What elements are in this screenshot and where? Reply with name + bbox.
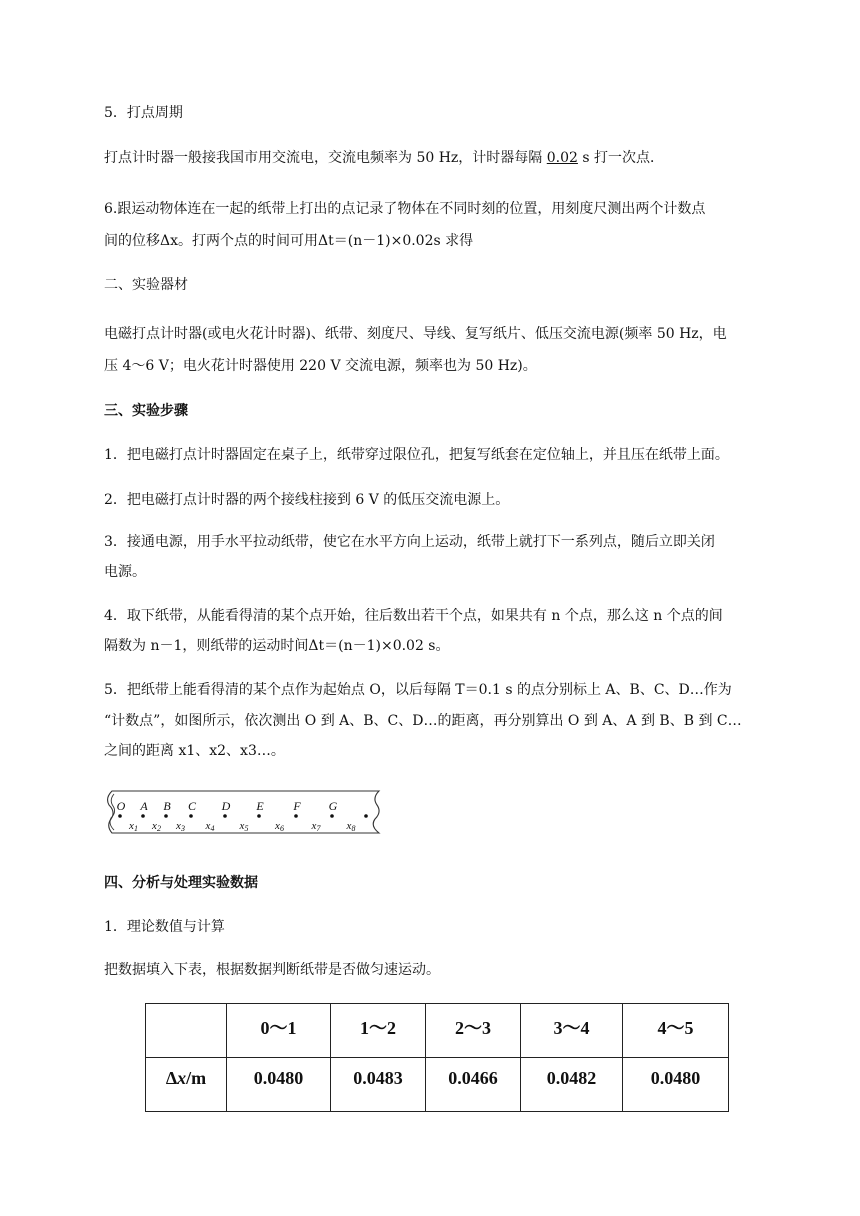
section-5-heading: 5．打点周期 <box>104 105 183 121</box>
item-6-line-1: 6.跟运动物体连在一起的纸带上打出的点记录了物体在不同时刻的位置，用刻度尺测出两个计数点 <box>104 201 706 217</box>
table-cell: 0.0480 <box>227 1058 331 1112</box>
tape-dot <box>164 814 168 818</box>
period-paragraph <box>104 148 664 168</box>
table-cell: 0.0466 <box>426 1058 521 1112</box>
section-4-heading: 四、分析与处理实验数据 <box>104 875 258 891</box>
tape-segment-label: x5 <box>239 820 249 833</box>
table-instruction: 把数据填入下表，根据数据判断纸带是否做匀速运动。 <box>104 962 440 978</box>
table-cell: 0.0482 <box>521 1058 623 1112</box>
tape-segment-label: x1 <box>129 820 138 833</box>
tape-segment-label: x8 <box>346 820 356 833</box>
tape-point-label: E <box>256 799 264 813</box>
step-5-line-2: “计数点”，如图所示，依次测出 O 到 A、B、C、D…的距离，再分别算出 O 到 A、A 到 B、B 到 C… <box>104 713 742 729</box>
tape-segment-label: x2 <box>152 820 161 833</box>
table-header-cell: 0～1 <box>227 1004 331 1058</box>
step-4-line-1: 4．取下纸带，从能看得清的某个点开始，往后数出若干个点，如果共有 n 个点，那么这 n 个点的间 <box>104 608 723 624</box>
tape-dot <box>141 814 145 818</box>
tape-dot <box>189 814 193 818</box>
table-header-row <box>146 1004 729 1058</box>
table-row-label <box>146 1058 227 1112</box>
period-value: 0.02 <box>546 150 578 166</box>
step-3-line-1: 3．接通电源，用手水平拉动纸带，使它在水平方向上运动，纸带上就打下一系列点，随后立即关闭 <box>104 534 715 550</box>
subsection-1-heading: 1．理论数值与计算 <box>104 919 225 935</box>
table-header-cell: 1～2 <box>331 1004 426 1058</box>
table-header-cell: 2～3 <box>426 1004 521 1058</box>
data-table <box>145 1003 729 1112</box>
tape-point-label: O <box>116 799 126 813</box>
tape-point-label: D <box>221 799 231 813</box>
tape-point-label: G <box>328 799 338 813</box>
tape-segment-label: x4 <box>205 820 215 833</box>
equipment-line-2: 压 4～6 V；电火花计时器使用 220 V 交流电源，频率也为 50 Hz)。 <box>104 358 537 374</box>
table-header-cell <box>146 1004 227 1058</box>
paper-tape-figure <box>104 786 384 838</box>
tape-point-label: F <box>293 799 301 813</box>
unit-label: /m <box>186 1068 207 1088</box>
step-5-line-1: 5．把纸带上能看得清的某个点作为起始点 O，以后每隔 T＝0.1 s 的点分别标上 A、B、C、D…作为 <box>104 682 732 698</box>
table-header-cell: 3～4 <box>521 1004 623 1058</box>
step-1: 1．把电磁打点计时器固定在桌子上，纸带穿过限位孔，把复写纸套在定位轴上，并且压在纸带上面。 <box>104 447 729 463</box>
period-text-post: s 打一次点． <box>577 150 665 166</box>
tape-dot <box>294 814 298 818</box>
tape-dot <box>223 814 227 818</box>
table-header-cell: 4～5 <box>623 1004 729 1058</box>
item-6-line-2: 间的位移Δx。打两个点的时间可用Δt＝(n－1)×0.02s 求得 <box>104 233 474 249</box>
tape-segment-label: x7 <box>311 820 321 833</box>
delta-symbol: Δ <box>165 1068 178 1088</box>
tape-dot <box>330 814 334 818</box>
tape-point-label: A <box>140 799 148 813</box>
table-cell: 0.0483 <box>331 1058 426 1112</box>
tape-point-label: C <box>187 799 197 813</box>
period-text-pre: 打点计时器一般接我国市用交流电，交流电频率为 50 Hz，计时器每隔 <box>104 150 547 166</box>
step-5-line-3: 之间的距离 x1、x2、x3…。 <box>104 743 285 759</box>
tape-segment-label: x6 <box>275 820 284 833</box>
step-2: 2．把电磁打点计时器的两个接线柱接到 6 V 的低压交流电源上。 <box>104 492 510 508</box>
table-row <box>146 1058 729 1112</box>
table-cell: 0.0480 <box>623 1058 729 1112</box>
tape-segment-label: x3 <box>176 820 185 833</box>
equipment-line-1: 电磁打点计时器(或电火花计时器)、纸带、刻度尺、导线、复写纸片、低压交流电源(频率 50 Hz，电 <box>104 326 727 342</box>
section-2-heading: 二、实验器材 <box>104 277 188 293</box>
step-4-line-2: 隔数为 n－1，则纸带的运动时间Δt＝(n－1)×0.02 s。 <box>104 638 450 654</box>
tape-dot <box>257 814 261 818</box>
tape-dot <box>364 814 368 818</box>
step-3-line-2: 电源。 <box>104 564 146 580</box>
tape-point-label: B <box>163 799 171 813</box>
section-3-heading: 三、实验步骤 <box>104 403 188 419</box>
tape-dot <box>118 814 122 818</box>
variable-x: x <box>177 1068 187 1088</box>
